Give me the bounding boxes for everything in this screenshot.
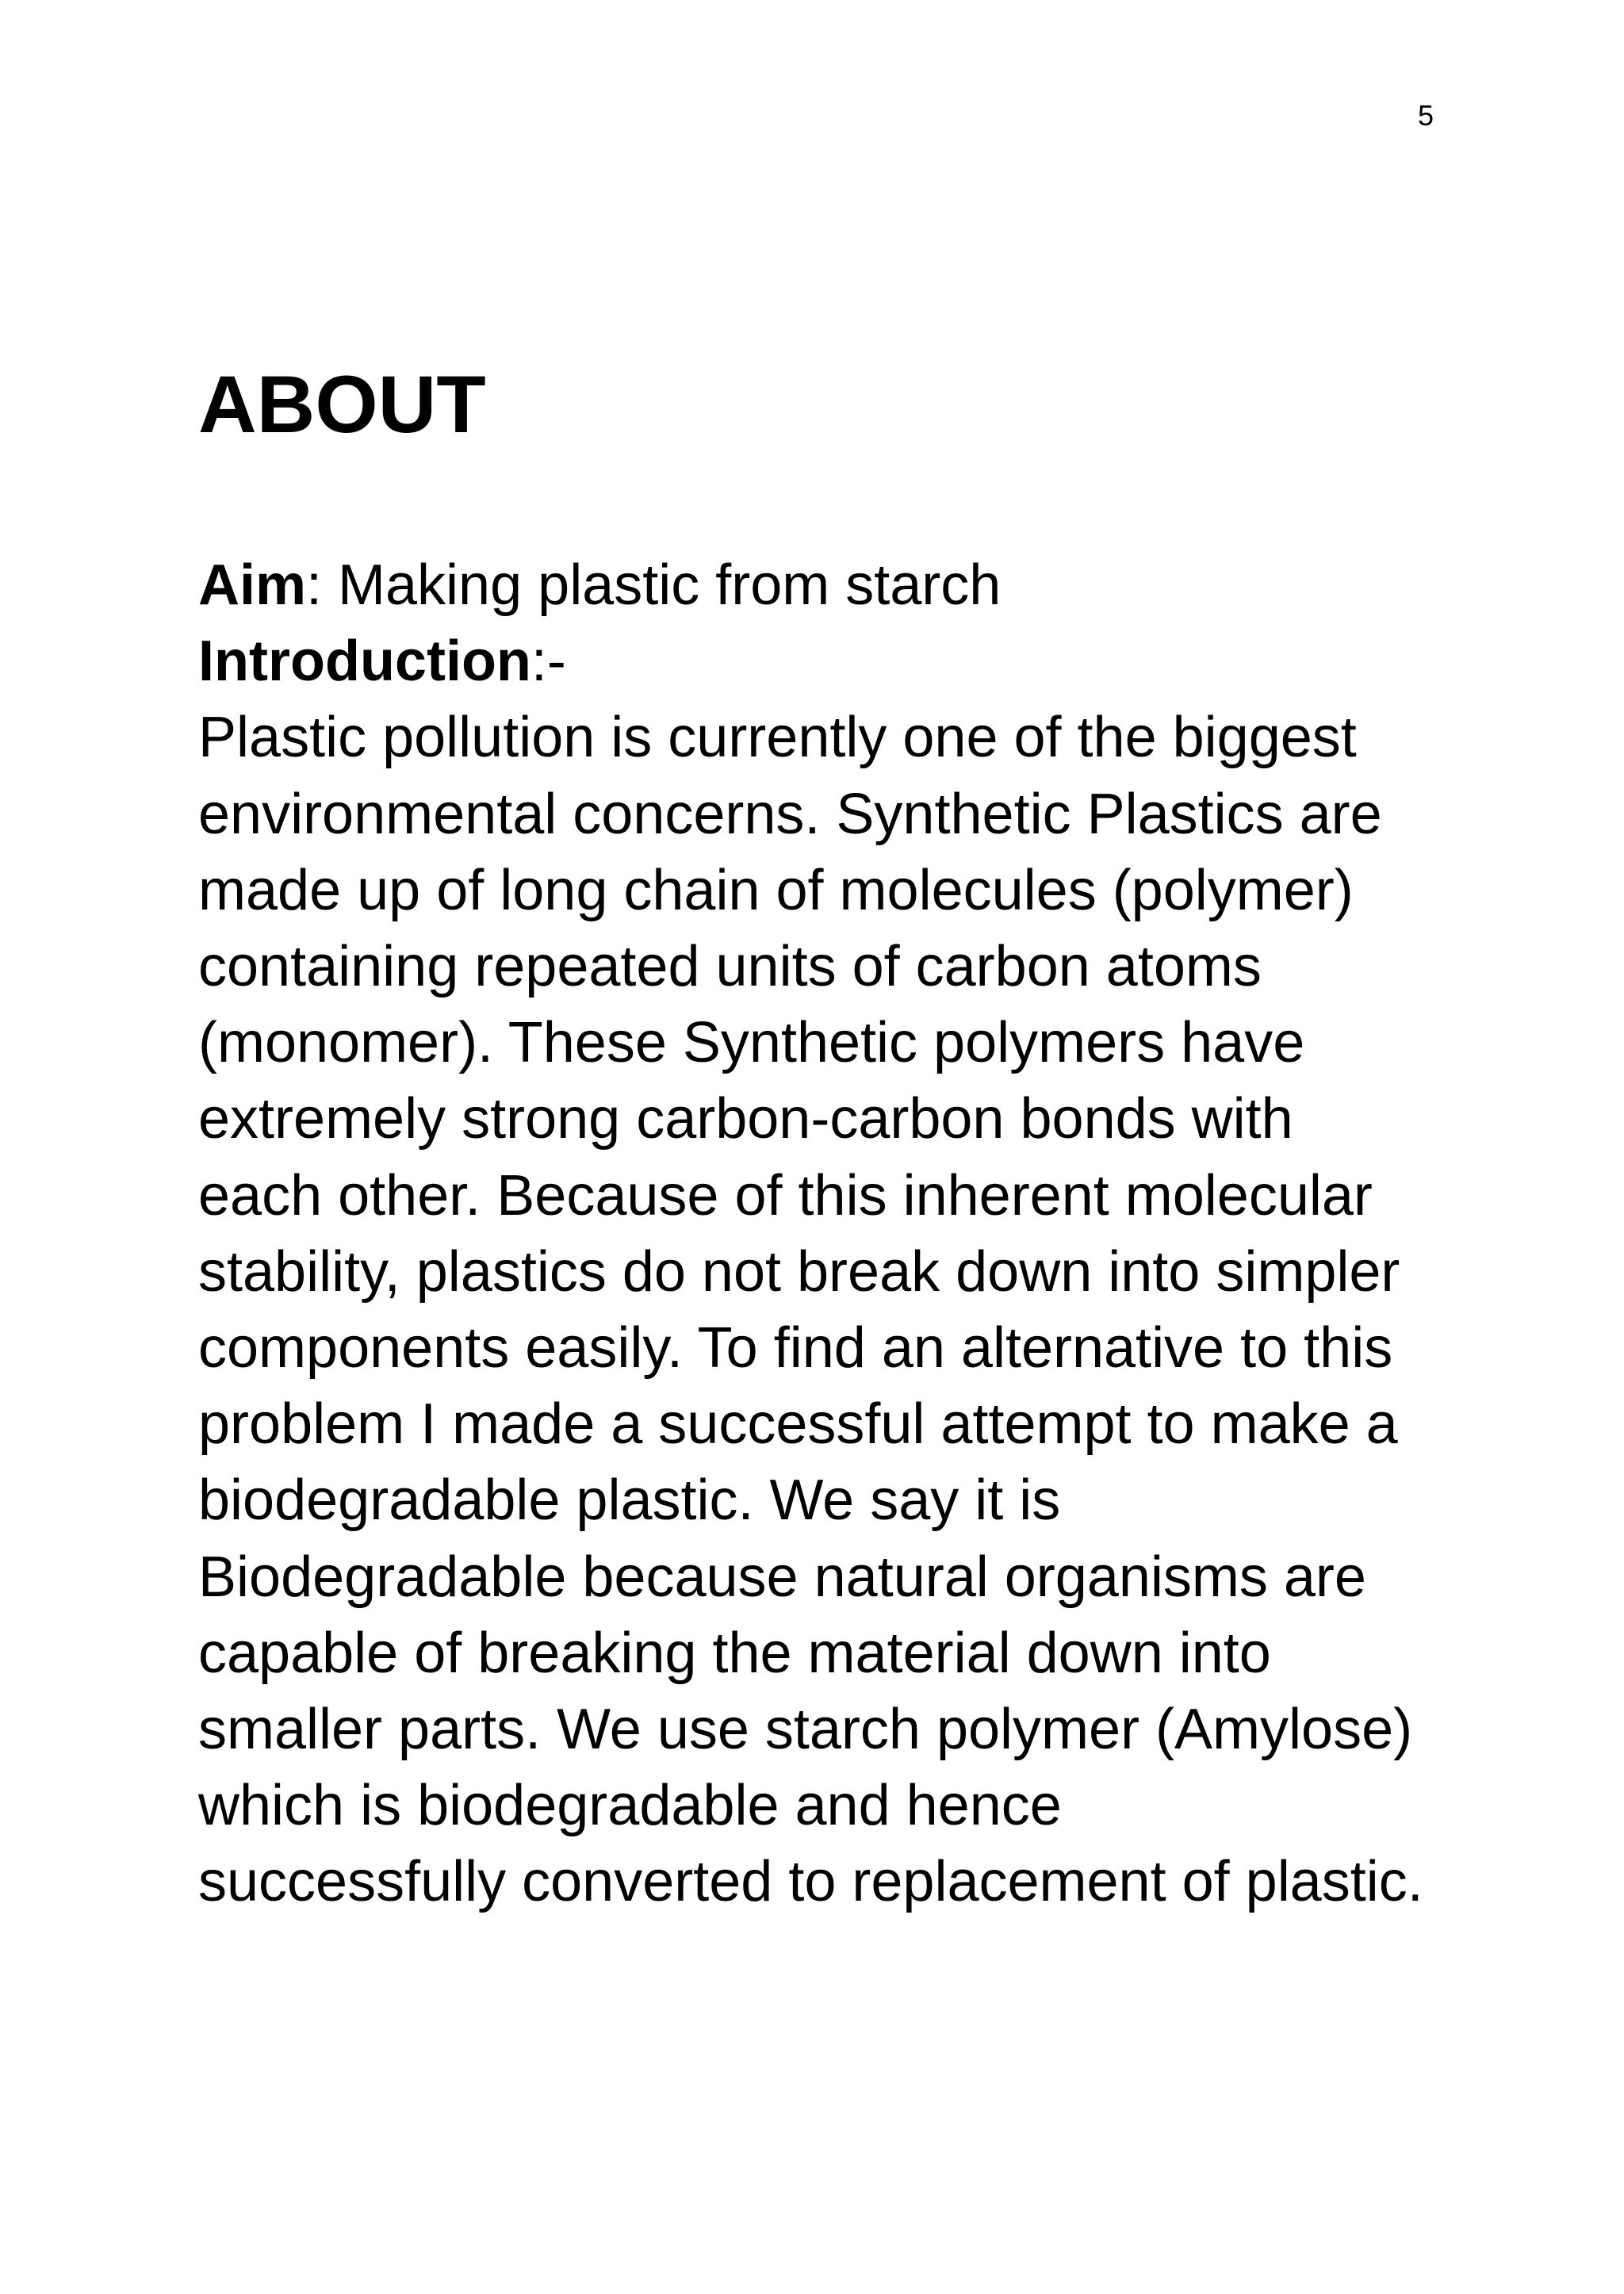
introduction-suffix: :- <box>530 630 566 694</box>
aim-text: : Making plastic from starch <box>306 553 1002 617</box>
introduction-heading <box>198 623 1435 699</box>
paragraph-line: extremely strong carbon-carbon bonds with <box>198 1087 1293 1151</box>
paragraph-line: successfully converted to replacement of plastic. <box>198 1850 1423 1914</box>
paragraph-line: capable of breaking the material down into <box>198 1621 1271 1685</box>
paragraph-line: made up of long chain of molecules (polymer) <box>198 858 1354 922</box>
paragraph-line: Plastic pollution is currently one of the biggest <box>198 706 1357 770</box>
paragraph-line: biodegradable plastic. We say it is <box>198 1469 1061 1533</box>
page-number: 5 <box>1418 99 1434 132</box>
introduction-label: Introduction <box>198 630 531 694</box>
paragraph-line: stability, plastics do not break down into simpler <box>198 1239 1400 1304</box>
aim-label: Aim <box>198 553 307 617</box>
paragraph-line: containing repeated units of carbon atoms <box>198 935 1262 999</box>
paragraph-line: each other. Because of this inherent molecular <box>198 1163 1373 1227</box>
paragraph-line: Biodegradable because natural organisms are <box>198 1545 1366 1609</box>
body-text <box>198 547 1435 1921</box>
paragraph-line: components easily. To find an alternative to this <box>198 1316 1393 1381</box>
paragraph-line: which is biodegradable and hence <box>198 1774 1062 1838</box>
paragraph-line: problem I made a successful attempt to make a <box>198 1392 1398 1457</box>
page-title: ABOUT <box>198 359 486 450</box>
document-content <box>198 349 1435 1914</box>
paragraph-line: environmental concerns. Synthetic Plastics are <box>198 782 1382 846</box>
aim-line <box>198 547 1435 623</box>
paragraph-line: smaller parts. We use starch polymer (Amylose) <box>198 1698 1413 1762</box>
paragraph-line: (monomer). These Synthetic polymers have <box>198 1011 1305 1075</box>
